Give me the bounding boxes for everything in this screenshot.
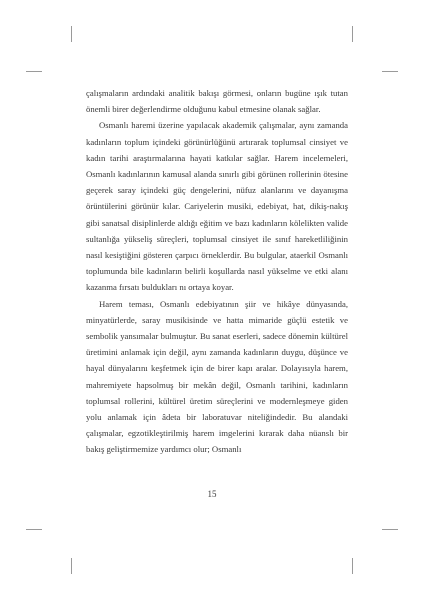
crop-mark [26, 71, 42, 72]
crop-mark [352, 26, 353, 42]
paragraph: Osmanlı haremi üzerine yapılacak akademik çalışmalar, aynı zamanda kadınların toplum içindeki görünürlüğünü artırarak toplumsal cinsiyet ve kadın tarihi araştırmalarına hayati katkılar sağlar. Harem incelemeleri, Osmanlı kadınlarının kamusal alanda sınırlı gibi görünen rollerinin ötesine geçerek saray içindeki güç dengelerini, nüfuz alanlarını ve dayanışma örüntülerini görünür kılar. Cariyelerin musiki, edebiyat, hat, dikiş-nakış gibi sanatsal disiplinlerde aldığı eğitim ve bazı kadınların kölelikten valide sultanlığa yükseliş süreçleri, toplumsal cinsiyet ile sınıf hareketliliğinin nasıl kesiştiğini gösteren çarpıcı örneklerdir. Bu bulgular, ataerkil Osmanlı toplumunda bile kadınların belirli koşullarda nasıl yükselme ve etki alanı kazanma fırsatı buldukları nı ortaya koyar. [86, 120, 348, 293]
crop-mark [352, 558, 353, 574]
page-number: 15 [207, 489, 217, 499]
body-text [86, 85, 348, 458]
paragraph: çalışmaların ardındaki analitik bakışı görmesi, onların bugüne ışık tutan önemli birer değerlendirme olduğunu kabul etmesine olanak sağlar. [86, 88, 348, 115]
crop-mark [71, 558, 72, 574]
crop-mark [382, 529, 398, 530]
crop-mark [71, 26, 72, 42]
crop-mark [382, 71, 398, 72]
paragraph: Harem teması, Osmanlı edebiyatının şiir ve hikâye dünyasında, minyatürlerde, saray musikisinde ve hatta mimaride güçlü estetik ve sembolik yansımalar bulmuştur. Bu sanat eserleri, sadece dönemin kültürel üretimini anlamak için değil, aynı zamanda kadınların duygu, düşünce ve hayal dünyalarını keşfetmek için de birer kapı aralar. Dolayısıyla harem, mahremiyete hapsolmuş bir mekân değil, Osmanlı tarihini, kadınların toplumsal rollerini, kültürel üretim süreçlerini ve modernleşmeye giden yolu anlamak için âdeta bir laboratuvar niteliğindedir. Bu alandaki çalışmalar, egzotikleştirilmiş harem imgelerini kırarak daha nüanslı bir bakış geliştirmemize yardımcı olur; Osmanlı [86, 298, 348, 455]
crop-mark [26, 529, 42, 530]
